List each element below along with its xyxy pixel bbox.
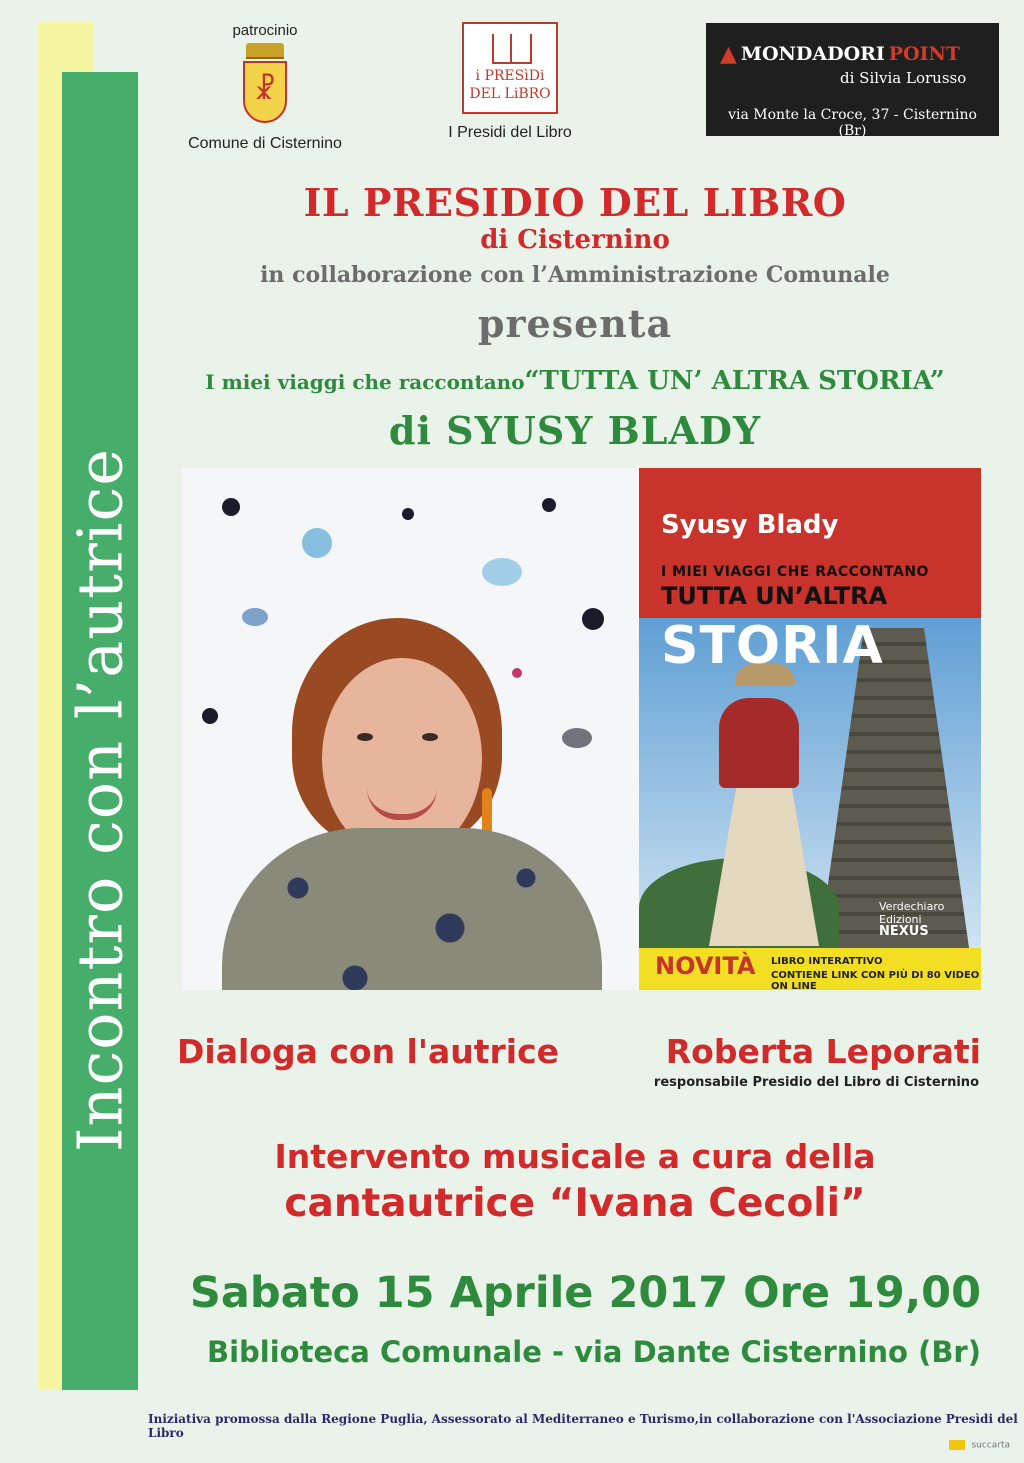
- author-photo: [182, 468, 639, 990]
- presenta-line: presenta: [477, 301, 673, 346]
- sponsor-mini-label: succarta: [971, 1440, 1010, 1451]
- mondadori-address: via Monte la Croce, 37 - Cisternino (Br): [728, 107, 977, 139]
- presidi-caption: I Presidi del Libro: [448, 124, 572, 141]
- book-prefix: I miei viaggi che raccontano: [205, 370, 525, 394]
- event-title: IL PRESIDIO DEL LIBRO: [303, 180, 847, 225]
- patrocinio-label: patrocinio: [232, 22, 298, 39]
- presidi-logo-line1: i PRESìDi: [475, 68, 545, 84]
- cover-title-line2: STORIA: [661, 616, 884, 676]
- book-cover: [639, 468, 981, 990]
- cover-author: Syusy Blady: [661, 510, 839, 540]
- footer-text: Iniziativa promossa dalla Regione Puglia, Assessorato al Mediterraneo e Turismo,in collaborazione con l'Associazione Presìdi del Libro: [148, 1412, 1018, 1440]
- comune-caption: Comune di Cisternino: [188, 135, 342, 152]
- presidi-logo-line2: DEL LiBRO: [469, 86, 551, 102]
- event-date: Sabato 15 Aprile 2017 Ore 19,00: [189, 1268, 981, 1318]
- mondadori-brand-name: MONDADORI: [740, 43, 885, 65]
- mondadori-owner: di Silvia Lorusso: [840, 69, 967, 87]
- side-band-text: Incontro con l’autrice: [63, 448, 137, 1152]
- cover-kicker: I MIEI VIAGGI CHE RACCONTANO: [661, 564, 929, 580]
- event-venue: Biblioteca Comunale - via Dante Cisternino (Br): [206, 1335, 981, 1369]
- sponsor-mini-logos: [949, 1440, 1010, 1451]
- author-line: di SYUSY BLADY: [388, 408, 762, 453]
- music-line-2: cantautrice “Ivana Cecoli”: [284, 1181, 866, 1226]
- cover-title-line1: TUTTA UN’ALTRA: [661, 582, 888, 610]
- presidi-book-logo-icon: [462, 22, 558, 114]
- cover-novita: NOVITÀ: [655, 952, 756, 980]
- mondadori-point-box: [706, 23, 999, 139]
- collaboration-line: in collaborazione con l’Amministrazione Comunale: [260, 262, 890, 288]
- book-title: “TUTTA UN’ ALTRA STORIA”: [524, 366, 945, 396]
- book-line: [160, 366, 990, 396]
- mondadori-m-icon: ▲: [720, 41, 737, 67]
- moderator-name: Roberta Leporati: [665, 1032, 981, 1071]
- event-subtitle: di Cisternino: [480, 225, 670, 255]
- presidi-logo-block: [420, 22, 600, 142]
- music-line-1: Intervento musicale a cura della: [274, 1137, 876, 1176]
- comune-crest-icon: [243, 43, 287, 129]
- cover-publisher2: NEXUS: [879, 924, 929, 939]
- sponsor-yellow-icon: [949, 1440, 965, 1450]
- mondadori-brand: [720, 41, 985, 67]
- cover-novita-sub1: LIBRO INTERATTIVO: [771, 956, 883, 967]
- cover-publisher1: Verdechiaro Edizioni: [879, 900, 945, 926]
- dialoga-label: Dialoga con l'autrice: [177, 1032, 560, 1071]
- moderator-role: responsabile Presidio del Libro di Cisternino: [653, 1075, 979, 1090]
- cover-novita-sub2: CONTIENE LINK CON PIÙ DI 80 VIDEO ON LINE: [771, 970, 980, 990]
- comune-logo-block: [170, 22, 360, 153]
- mondadori-brand-point: POINT: [888, 43, 961, 65]
